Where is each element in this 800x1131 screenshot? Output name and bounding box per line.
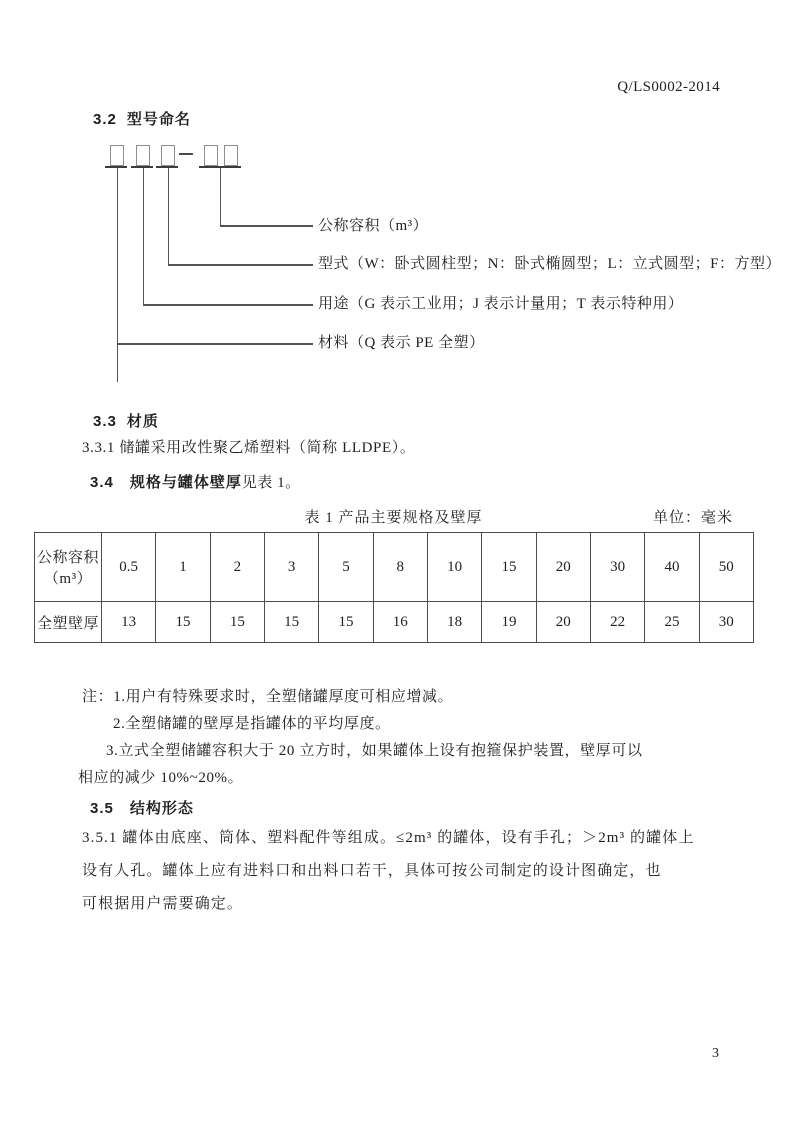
page-number: 3 [712, 1046, 719, 1061]
leader-line-type [168, 168, 170, 265]
table-cell: 8 [373, 533, 427, 602]
paragraph-line: 设有人孔。罐体上应有进料口和出料口若干，具体可按公司制定的设计图确定，也 [82, 863, 662, 879]
paragraph-line: 可根据用户需要确定。 [82, 896, 244, 912]
paragraph-3-3-1: 3.3.1 储罐采用改性聚乙烯塑料（简称 LLDPE）。 [82, 440, 416, 456]
section-heading-3-4 [90, 471, 301, 492]
dash-separator [179, 153, 193, 155]
table-note-2: 2.全塑储罐的壁厚是指罐体的平均厚度。 [113, 716, 391, 732]
table-cell: 20 [536, 602, 590, 643]
table-cell: 1 [156, 533, 210, 602]
table-caption: 表 1 产品主要规格及壁厚 [304, 510, 483, 526]
row-header-thickness: 全塑壁厚 [35, 602, 102, 643]
table-cell: 22 [590, 602, 644, 643]
section-number: 3.5 [90, 800, 114, 817]
section-heading-tail: 见表 1。 [241, 475, 301, 491]
pointer-line-volume [220, 225, 313, 227]
table-row-thickness [35, 602, 754, 643]
pointer-line-type [168, 264, 313, 266]
section-title: 材质 [126, 413, 159, 430]
table-cell: 15 [319, 602, 373, 643]
section-number: 3.4 [90, 474, 114, 491]
table-row-volumes [35, 533, 754, 602]
row-header-line2: （m³） [43, 571, 93, 587]
leader-line-material [117, 168, 119, 382]
spec-table [34, 532, 754, 643]
diagram-label-usage: 用途（G 表示工业用；J 表示计量用；T 表示特种用） [318, 296, 684, 312]
table-cell: 30 [699, 602, 753, 643]
pointer-line-material [117, 343, 313, 345]
paragraph-3-5-1 [82, 822, 694, 921]
section-title: 结构形态 [129, 800, 194, 817]
code-box-1 [110, 145, 124, 166]
table-note-3: 3.立式全塑储罐容积大于 20 立方时，如果罐体上设有抱箍保护装置，壁厚可以 [106, 743, 643, 759]
code-box-3 [161, 145, 175, 166]
table-cell: 15 [482, 533, 536, 602]
table-cell: 3 [264, 533, 318, 602]
section-heading-3-3 [93, 410, 159, 431]
leader-line-volume [220, 168, 222, 226]
section-number: 3.3 [93, 413, 117, 430]
section-title: 型号命名 [126, 111, 191, 128]
table-cell: 25 [645, 602, 699, 643]
model-naming-diagram [0, 140, 800, 390]
table-cell: 40 [645, 533, 699, 602]
table-cell: 5 [319, 533, 373, 602]
table-cell: 15 [210, 602, 264, 643]
table-cell: 19 [482, 602, 536, 643]
section-heading-3-5 [90, 797, 194, 818]
table-caption-row [33, 506, 754, 526]
diagram-label-material: 材料（Q 表示 PE 全塑） [318, 335, 485, 351]
code-box-5 [224, 145, 238, 166]
table-cell: 2 [210, 533, 264, 602]
section-number: 3.2 [93, 111, 117, 128]
pointer-line-usage [143, 304, 313, 306]
code-box-2 [136, 145, 150, 166]
leader-line-usage [143, 168, 145, 305]
table-cell: 18 [427, 602, 481, 643]
table-cell: 30 [590, 533, 644, 602]
table-cell: 13 [102, 602, 156, 643]
section-title: 规格与罐体壁厚 [129, 474, 242, 491]
table-cell: 10 [427, 533, 481, 602]
row-header-volume [35, 533, 102, 602]
table-cell: 50 [699, 533, 753, 602]
table-cell: 15 [264, 602, 318, 643]
table-cell: 0.5 [102, 533, 156, 602]
row-header-line1: 公称容积 [36, 550, 99, 566]
table-cell: 16 [373, 602, 427, 643]
code-box-4 [204, 145, 218, 166]
doc-code: Q/LS0002-2014 [617, 79, 720, 95]
section-heading-3-2 [93, 108, 191, 129]
table-unit-label: 单位：毫米 [652, 510, 733, 526]
table-cell: 20 [536, 533, 590, 602]
table-note-3-continued: 相应的减少 10%~20%。 [78, 770, 244, 786]
diagram-label-volume: 公称容积（m³） [318, 218, 429, 234]
diagram-label-type: 型式（W：卧式圆柱型；N：卧式椭圆型；L：立式圆型；F：方型） [318, 256, 781, 272]
table-note-1: 注：1.用户有特殊要求时，全塑储罐厚度可相应增减。 [82, 689, 454, 705]
paragraph-line: 3.5.1 罐体由底座、筒体、塑料配件等组成。≤2m³ 的罐体，设有手孔；＞2m³ 的罐体上 [82, 830, 695, 846]
table-cell: 15 [156, 602, 210, 643]
